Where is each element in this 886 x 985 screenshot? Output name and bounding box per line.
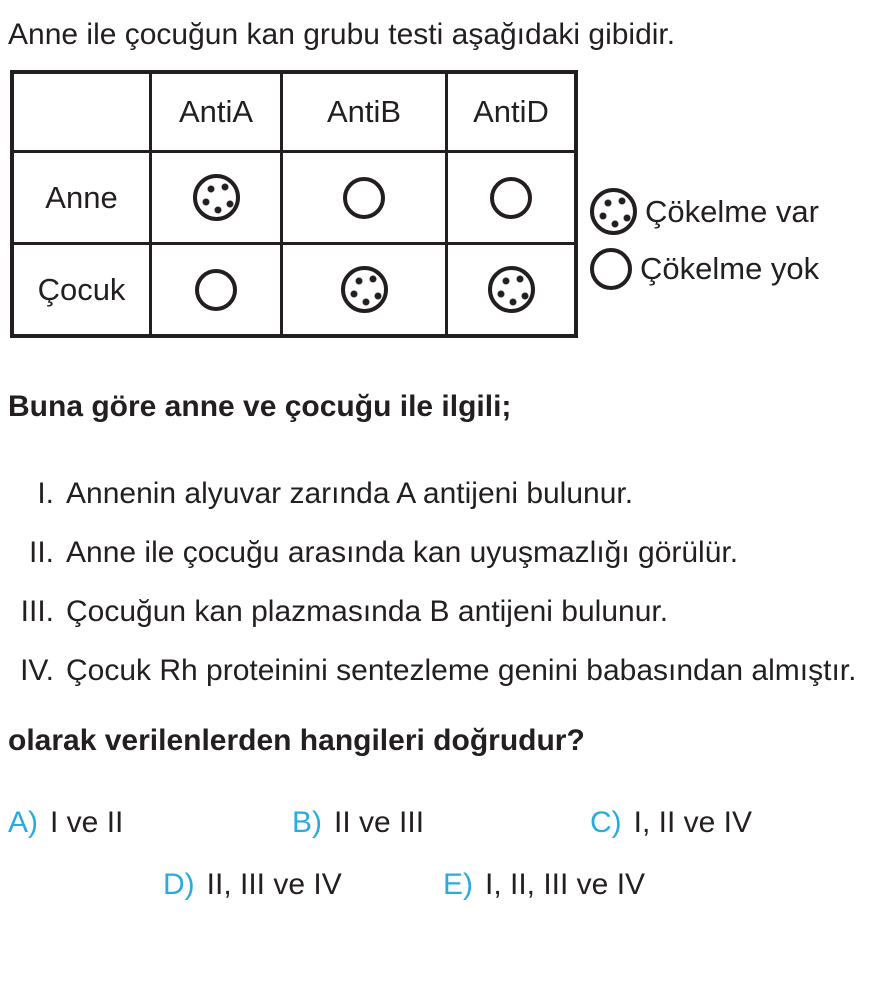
cell-anne-antid [447,152,577,244]
statement-numeral: IV. [20,654,54,687]
cell-cocuk-antid [447,244,577,337]
table-and-legend [10,70,878,338]
test-result-icon [195,269,237,311]
table-header-antib: AntiB [282,72,447,152]
option-b[interactable] [292,805,424,841]
option-a[interactable] [8,805,123,841]
cell-cocuk-antia [151,244,282,337]
option-text: I ve II [50,806,124,839]
test-result-icon [488,266,535,313]
table-header-empty [12,72,151,152]
question-stem: Buna göre anne ve çocuğu ile ilgili; [8,390,512,423]
table-header-antia: AntiA [151,72,282,152]
legend-label: Çökelme var [645,193,819,229]
option-letter: A) [8,806,38,839]
cell-anne-antib [282,152,447,244]
option-text: I, II ve IV [633,806,753,839]
test-result-icon [490,177,532,219]
legend [590,188,819,290]
row-label-cocuk: Çocuk [12,244,151,337]
option-letter: E) [443,868,473,901]
statement-numeral: II. [28,536,54,569]
statement-text: Çocuğun kan plazmasında B antijeni bulunur. [66,595,669,628]
option-e[interactable] [443,867,645,903]
answer-options [8,805,878,915]
test-result-icon [193,174,240,221]
statement-text: Çocuk Rh proteinini sentezleme genini babasından almıştır. [66,654,857,687]
question-closing: olarak verilenlerden hangileri doğrudur? [8,724,585,757]
precipitation-icon [590,188,637,235]
statement-numeral: III. [20,595,54,628]
statement-2 [8,523,878,582]
option-text: I, II, III ve IV [485,868,646,901]
question-intro: Anne ile çocuğun kan grubu testi aşağıdaki gibidir. [8,18,676,51]
statement-list [8,464,878,700]
row-label-anne: Anne [12,152,151,244]
option-letter: D) [163,868,195,901]
option-text: II ve III [334,806,425,839]
option-text: II, III ve IV [206,868,342,901]
legend-label: Çökelme yok [640,251,820,286]
option-d[interactable] [163,867,342,903]
legend-item-precipitation [590,188,819,235]
statement-text: Annenin alyuvar zarında A antijeni bulunur. [66,477,634,510]
legend-item-no-precipitation [590,248,819,290]
cell-anne-antia [151,152,282,244]
table-header-antid: AntiD [447,72,577,152]
test-result-icon [341,266,388,313]
statement-3 [8,582,878,641]
option-letter: C) [590,806,622,839]
statement-text: Anne ile çocuğu arasında kan uyuşmazlığı görülür. [66,536,739,569]
table-header-row [12,72,576,152]
blood-test-table [10,70,578,338]
option-c[interactable] [590,805,752,841]
statement-numeral: I. [37,477,54,510]
table-row-anne [12,152,576,244]
no-precipitation-icon [590,248,632,290]
cell-cocuk-antib [282,244,447,337]
table-row-cocuk [12,244,576,337]
statement-1 [8,464,878,523]
option-letter: B) [292,806,322,839]
test-result-icon [343,177,385,219]
statement-4 [8,641,878,700]
question-page [0,16,886,915]
